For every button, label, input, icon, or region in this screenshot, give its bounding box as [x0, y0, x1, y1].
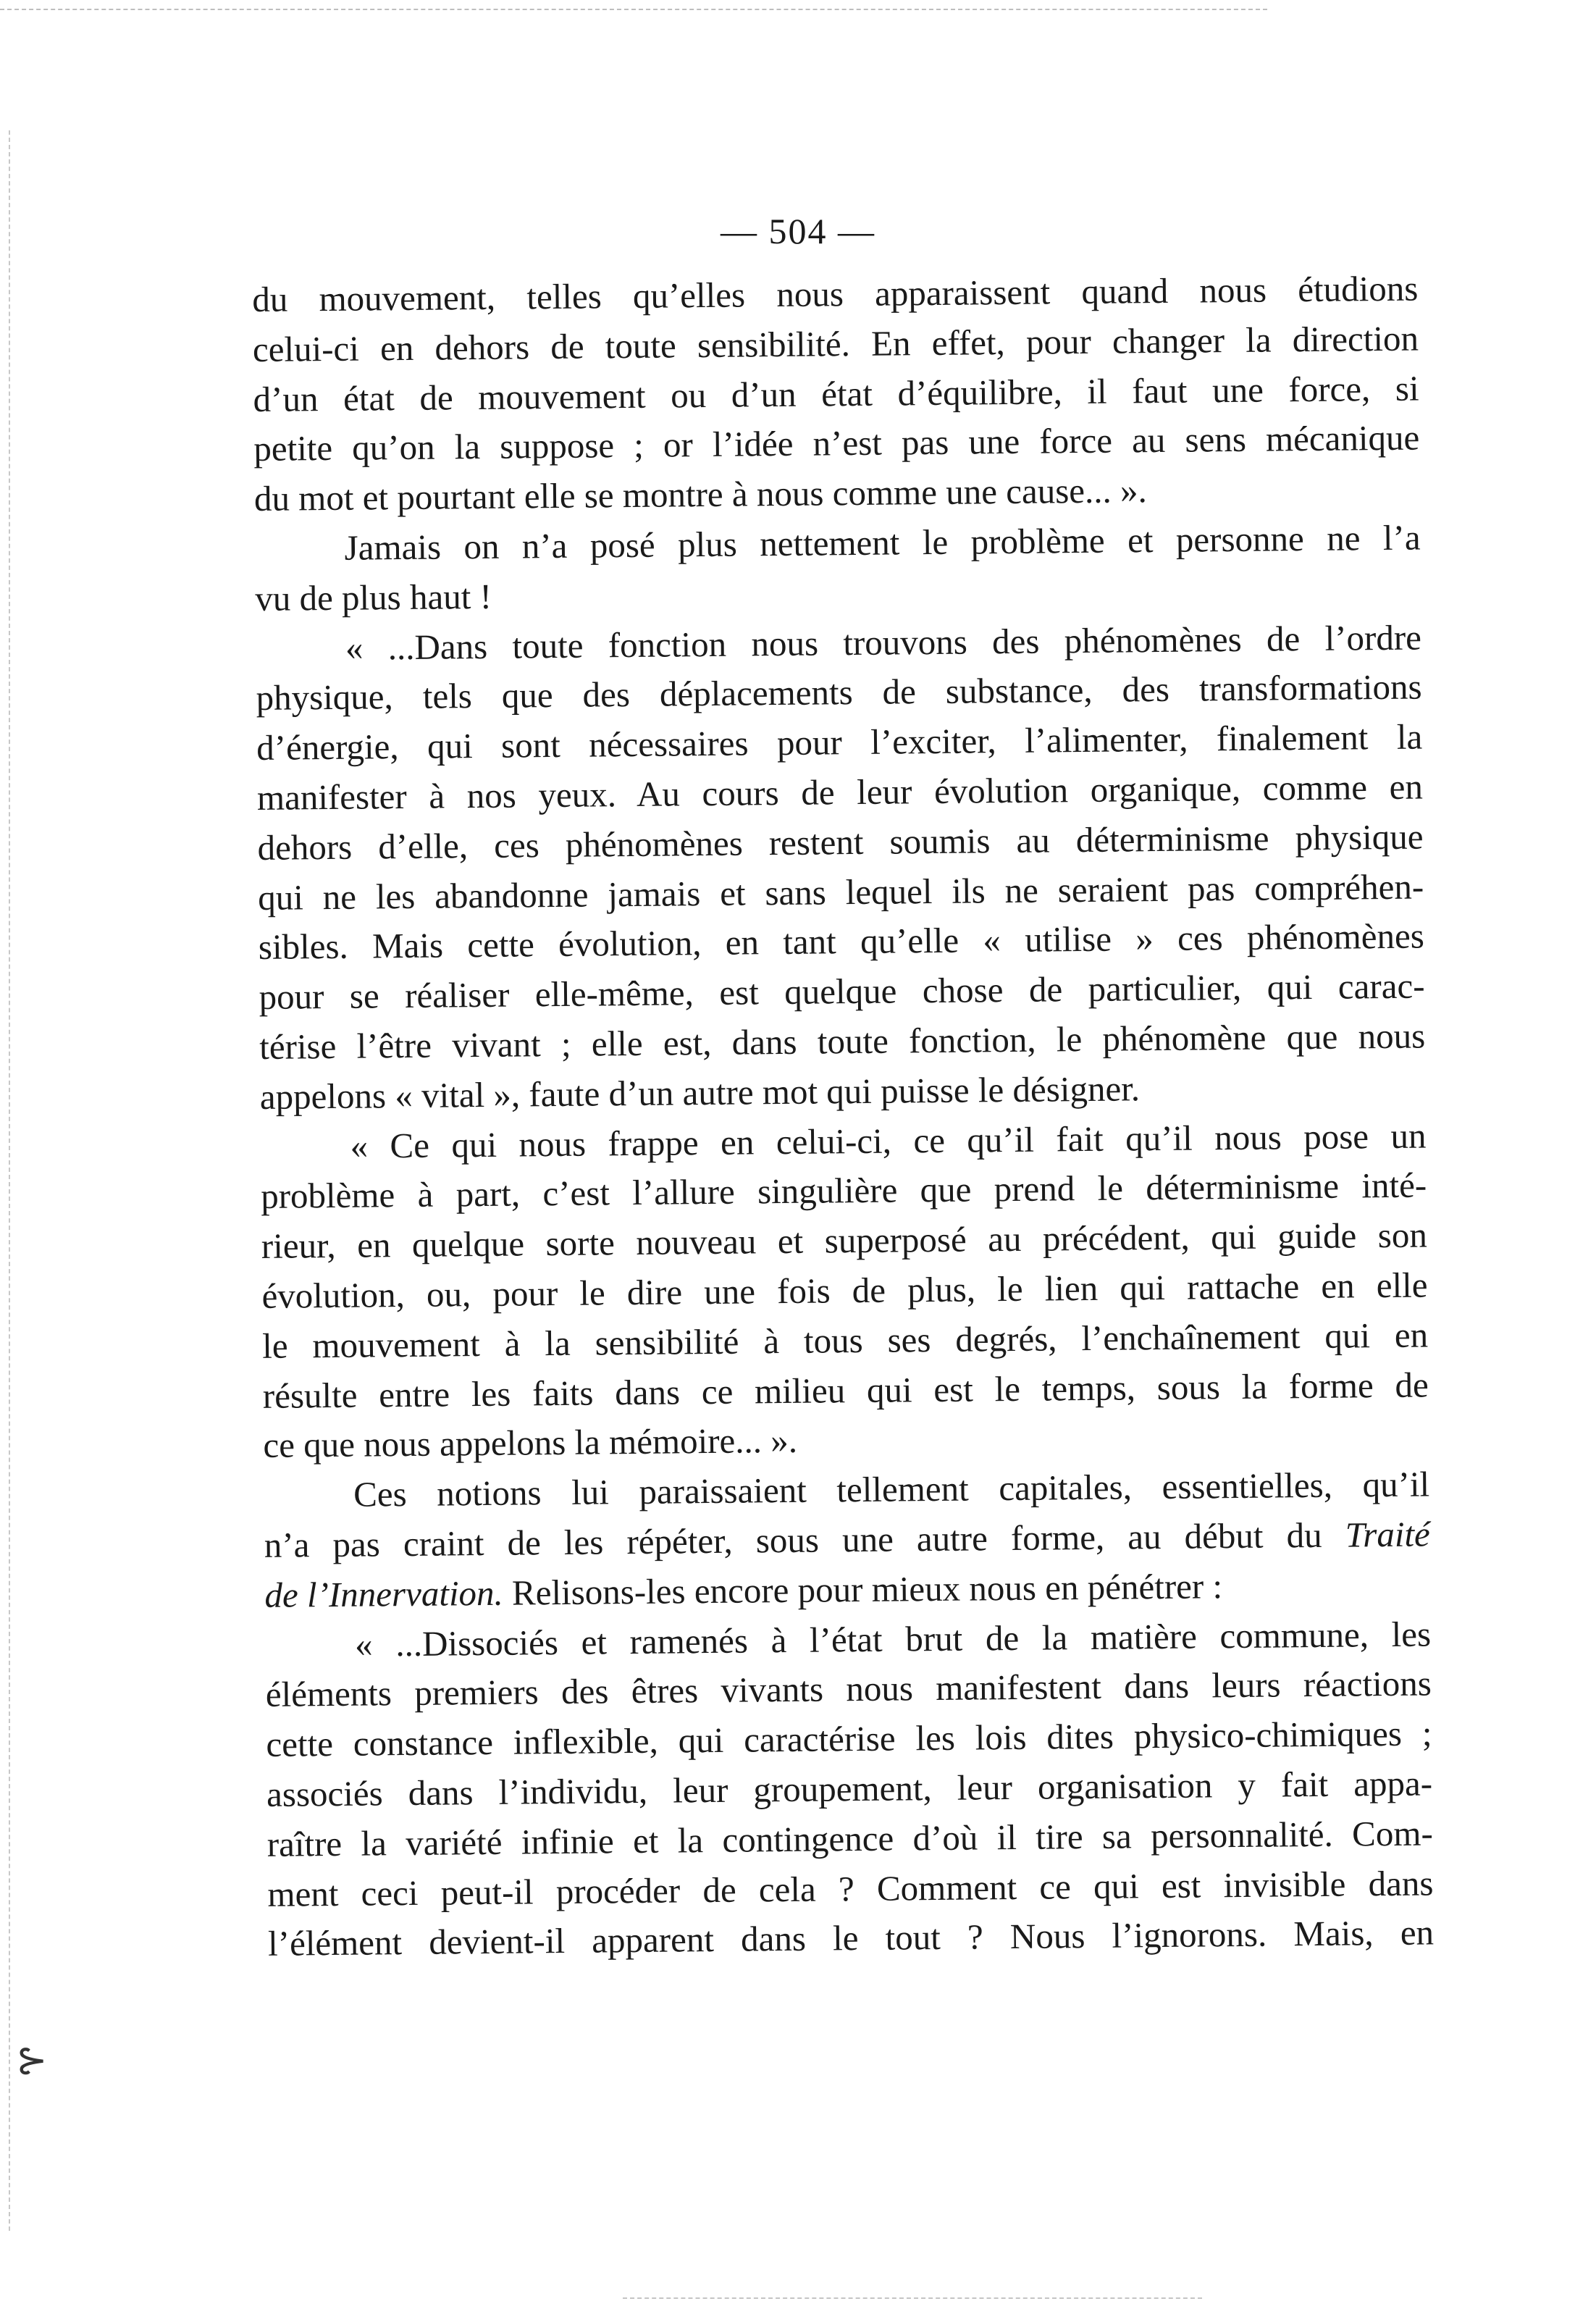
- text-line: cette constance inflexible, qui caractérise les lois dites physico-chimiques ;: [266, 1713, 1432, 1765]
- text-line: rieur, en quelque sorte nouveau et superposé au précédent, qui guide son: [261, 1215, 1428, 1267]
- text-line: du mouvement, telles qu’elles nous apparaissent quand nous étudions: [252, 268, 1419, 319]
- scan-edge-left: [9, 130, 10, 2231]
- text-line: pour se réaliser elle-même, est quelque chose de particulier, qui carac-: [259, 965, 1425, 1018]
- text-line: d’énergie, qui sont nécessaires pour l’exciter, l’alimenter, finalement la: [256, 716, 1423, 768]
- text-line: évolution, ou, pour le dire une fois de plus, le lien qui rattache en elle: [261, 1265, 1428, 1316]
- text-line: le mouvement à la sensibilité à tous ses degrés, l’enchaînement qui en: [261, 1315, 1429, 1366]
- paragraph-start-line: « ...Dissociés et ramenés à l’état brut de la matière commune, les: [354, 1613, 1432, 1664]
- body-text: [252, 264, 1434, 1969]
- text-line: ce que nous appelons la mémoire... ».: [263, 1420, 798, 1466]
- text-line: associés dans l’individu, leur groupement, leur organisation y fait appa-: [266, 1763, 1433, 1814]
- book-title-italic: de l’Innervation.: [264, 1572, 504, 1615]
- page-number: — 504 —: [721, 211, 875, 251]
- paragraph-start-line: Ces notions lui paraissaient tellement capitales, essentielles, qu’il: [353, 1464, 1430, 1514]
- text-line: résulte entre les faits dans ce milieu qui est le temps, sous la forme de: [262, 1365, 1429, 1416]
- text-line: térise l’être vivant ; elle est, dans toute fonction, le phénomène que nous: [259, 1015, 1426, 1067]
- text-run: n’a pas craint de les répéter, sous une autre forme, au début du: [264, 1514, 1322, 1565]
- text-line: vu de plus haut !: [255, 576, 492, 619]
- scan-edge-bottom: [623, 2297, 1202, 2299]
- text-line: l’élément devient-il apparent dans le tout ? Nous l’ignorons. Mais, en: [267, 1912, 1435, 1964]
- text-line: petite qu’on la suppose ; or l’idée n’est pas une force au sens mécanique: [253, 417, 1420, 469]
- scan-edge-top: [0, 9, 1267, 10]
- paragraph-start-line: « ...Dans toute fonction nous trouvons des phénomènes de l’ordre: [345, 617, 1422, 668]
- text-line: qui ne les abandonne jamais et sans lequel ils ne seraient pas compréhen-: [257, 866, 1424, 918]
- text-line: celui-ci en dehors de toute sensibilité. En effet, pour changer la direction: [252, 318, 1419, 369]
- text-line: raître la variété infinie et la contingence d’où il tire sa personnalité. Com-: [266, 1813, 1433, 1864]
- paragraph-start-line: Jamais on n’a posé plus nettement le problème et personne ne l’a: [344, 517, 1421, 568]
- text-line: sibles. Mais cette évolution, en tant qu’elle « utilise » ces phénomènes: [258, 916, 1425, 968]
- margin-mark-icon: ⊱: [16, 2040, 48, 2082]
- text-line: physique, tels que des déplacements de substance, des transformations: [256, 666, 1422, 718]
- text-line: problème à part, c’est l’allure singulière que prend le déterminisme inté-: [260, 1165, 1427, 1217]
- text-line: d’un état de mouvement ou d’un état d’équilibre, il faut une force, si: [253, 368, 1419, 419]
- text-line: dehors d’elle, ces phénomènes restent soumis au déterminisme physique: [257, 816, 1424, 868]
- text-line: ment ceci peut-il procéder de cela ? Comment ce qui est invisible dans: [267, 1862, 1434, 1914]
- text-line: du mot et pourtant elle se montre à nous comme une cause... ».: [253, 470, 1147, 519]
- text-line: appelons « vital », faute d’un autre mot qui puisse le désigner.: [259, 1068, 1141, 1117]
- paragraph-start-line: « Ce qui nous frappe en celui-ci, ce qu’il fait qu’il nous pose un: [350, 1115, 1427, 1166]
- book-title-italic: Traité: [1345, 1514, 1431, 1555]
- text-line: éléments premiers des êtres vivants nous manifestent dans leurs réactions: [265, 1663, 1432, 1715]
- text-line: manifester à nos yeux. Au cours de leur évolution organique, comme en: [256, 766, 1424, 818]
- text-run: Relisons-les encore pour mieux nous en pénétrer :: [503, 1565, 1223, 1613]
